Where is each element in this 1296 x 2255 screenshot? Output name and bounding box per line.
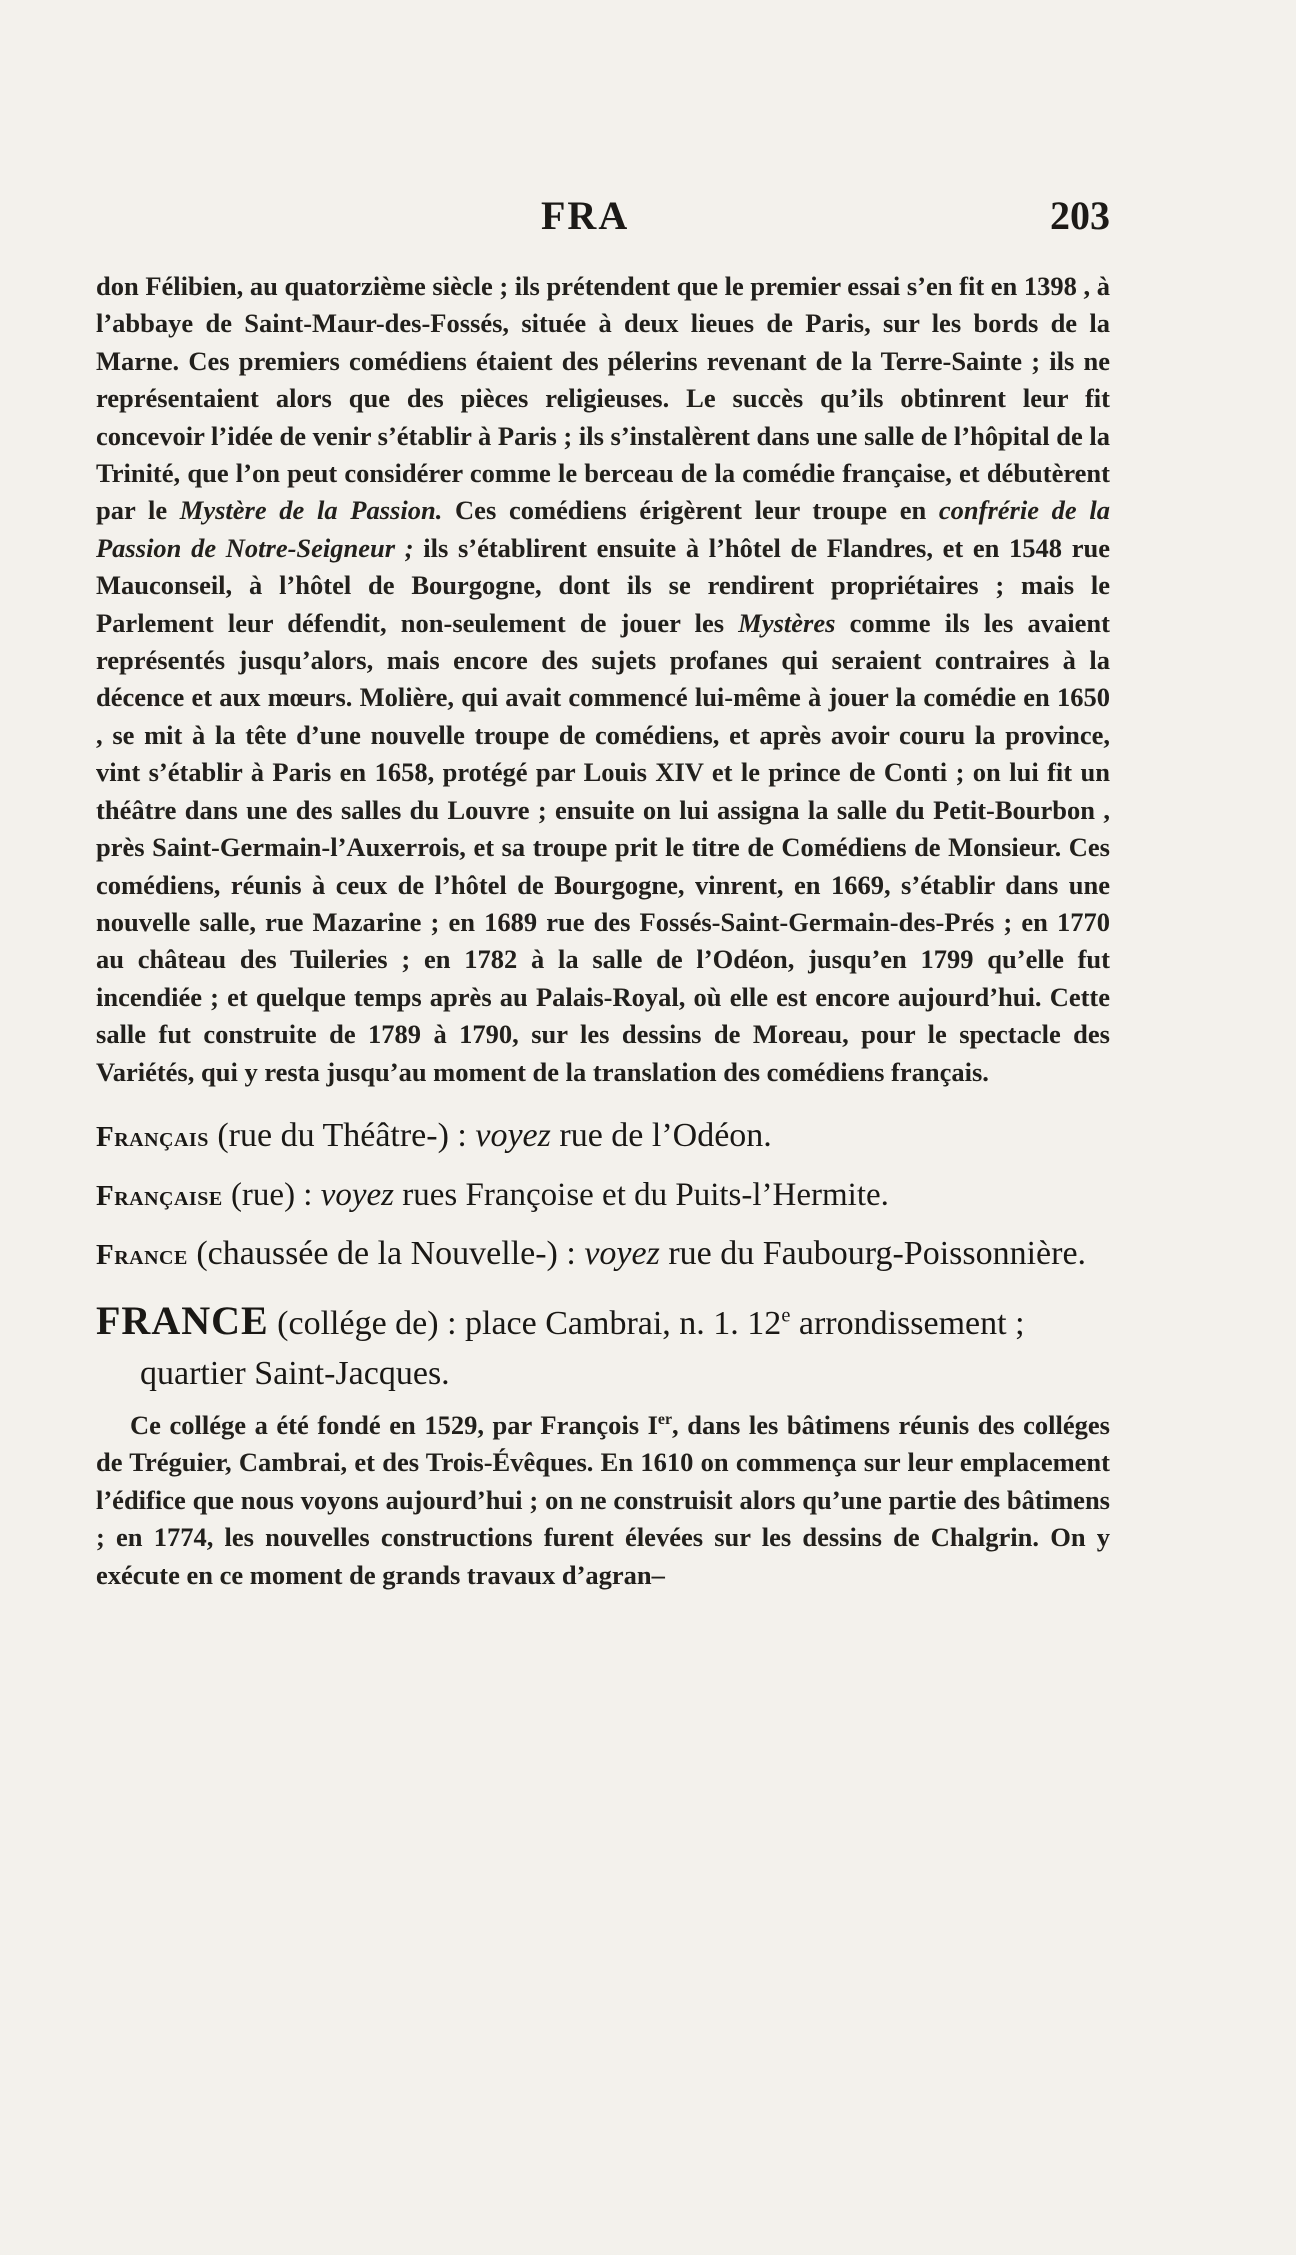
entry-text: rues Françoise et du Puits-l’Hermite. — [394, 1176, 889, 1213]
entry-france-college — [96, 1296, 1110, 1399]
entry-headword: France — [96, 1238, 188, 1271]
superscript: er — [657, 1411, 673, 1429]
entry-text: rue du Faubourg-Poissonnière. — [659, 1234, 1087, 1272]
continuation-paragraph — [96, 268, 1110, 1091]
superscript: e — [781, 1304, 791, 1327]
page-number: 203 — [1050, 193, 1110, 238]
entry-text: (rue) : — [222, 1176, 321, 1213]
cross-reference: voyez — [584, 1234, 660, 1272]
entry-text: rue de l’Odéon. — [550, 1116, 772, 1154]
italic-title: Mystère de la Passion. — [179, 495, 443, 526]
running-head-word: FRA — [541, 193, 630, 238]
page-body — [96, 268, 1110, 1594]
text-run: , dans les bâtimens réunis des colléges de Tréguier, Cambrai, et des Trois-Évêques. En 1610 on commença sur leur emplacement l’édifice que nous voyons aujourd’hui ; on ne construisit alors qu’une partie des bâtimens ; en 1774, les nouvelles constructions furent élevées sur les dessins de Chalgrin. On y exécute en ce moment de grands travaux d’agran– — [96, 1409, 1110, 1590]
cross-reference: voyez — [475, 1116, 551, 1154]
entry-headword: Française — [96, 1179, 223, 1212]
entry-headword: Français — [96, 1120, 209, 1153]
entry-text: (collége de) : place Cambrai, n. 1. 12 — [268, 1304, 782, 1342]
italic-title: confrérie de la Passion de Notre-Seigneur ; — [96, 495, 1110, 563]
entry-text: arrondissement ; quartier Saint-Jacques. — [140, 1304, 1025, 1392]
italic-title: Mystères — [738, 607, 836, 638]
text-run: ils s’établirent ensuite à l’hôtel de Flandres, et en 1548 rue Mauconseil, à l’hôtel de Bourgogne, dont ils se rendirent propriétaires ; mais le Parlement leur défendit, non-seulement de jouer les — [96, 532, 1110, 638]
cross-reference: voyez — [320, 1176, 395, 1213]
text-run: Ces comédiens érigèrent leur troupe en — [442, 495, 939, 526]
running-head — [96, 192, 1110, 252]
entry-headword: FRANCE — [96, 1297, 269, 1343]
text-run: Ce collége a été fondé en 1529, par François I — [130, 1409, 658, 1440]
entry-text: (rue du Théâtre-) : — [208, 1116, 476, 1154]
college-paragraph — [96, 1407, 1110, 1594]
entry-francaise — [96, 1170, 1110, 1221]
entry-france-chaussee — [96, 1229, 1110, 1280]
text-run: don Félibien, au quatorzième siècle ; ils prétendent que le premier essai s’en fit en 1398 , à l’abbaye de Saint-Maur-des-Fossés, située à deux lieues de Paris, sur les bords de la Marne. Ces premiers comédiens étaient des pélerins revenant de la Terre-Sainte ; ils ne représentaient alors que des pièces religieuses. Le succès qu’ils obtinrent leur fit concevoir l’idée de venir s’établir à Paris ; ils s’instalèrent dans une salle de l’hôpital de la Trinité, que l’on peut considérer comme le berceau de la comédie française, et débutèrent par le — [96, 271, 1111, 526]
entry-francais — [96, 1111, 1110, 1162]
text-run: comme ils les avaient représentés jusqu’alors, mais encore des sujets profanes qui seraient contraires à la décence et aux mœurs. Molière, qui avait commencé lui-même à jouer la comédie en 1650 , se mit à la tête d’une nouvelle troupe de comédiens, et après avoir couru la province, vint s’établir à Paris en 1658, protégé par Louis XIV et le prince de Conti ; on lui fit un théâtre dans une des salles du Louvre ; ensuite on lui assigna la salle du Petit-Bourbon , près Saint-Germain-l’Auxerrois, et sa troupe prit le titre de Comédiens de Monsieur. Ces comédiens, réunis à ceux de l’hôtel de Bourgogne, vinrent, en 1669, s’établir dans une nouvelle salle, rue Mazarine ; en 1689 rue des Fossés-Saint-Germain-des-Prés ; en 1770 au château des Tuileries ; en 1782 à la salle de l’Odéon, jusqu’en 1799 qu’elle fut incendiée ; et quelque temps après au Palais-Royal, où elle est encore aujourd’hui. Cette salle fut construite de 1789 à 1790, sur les dessins de Moreau, pour le spectacle des Variétés, qui y resta jusqu’au moment de la translation des comédiens français. — [96, 607, 1110, 1087]
entry-text: (chaussée de la Nouvelle-) : — [187, 1234, 585, 1272]
